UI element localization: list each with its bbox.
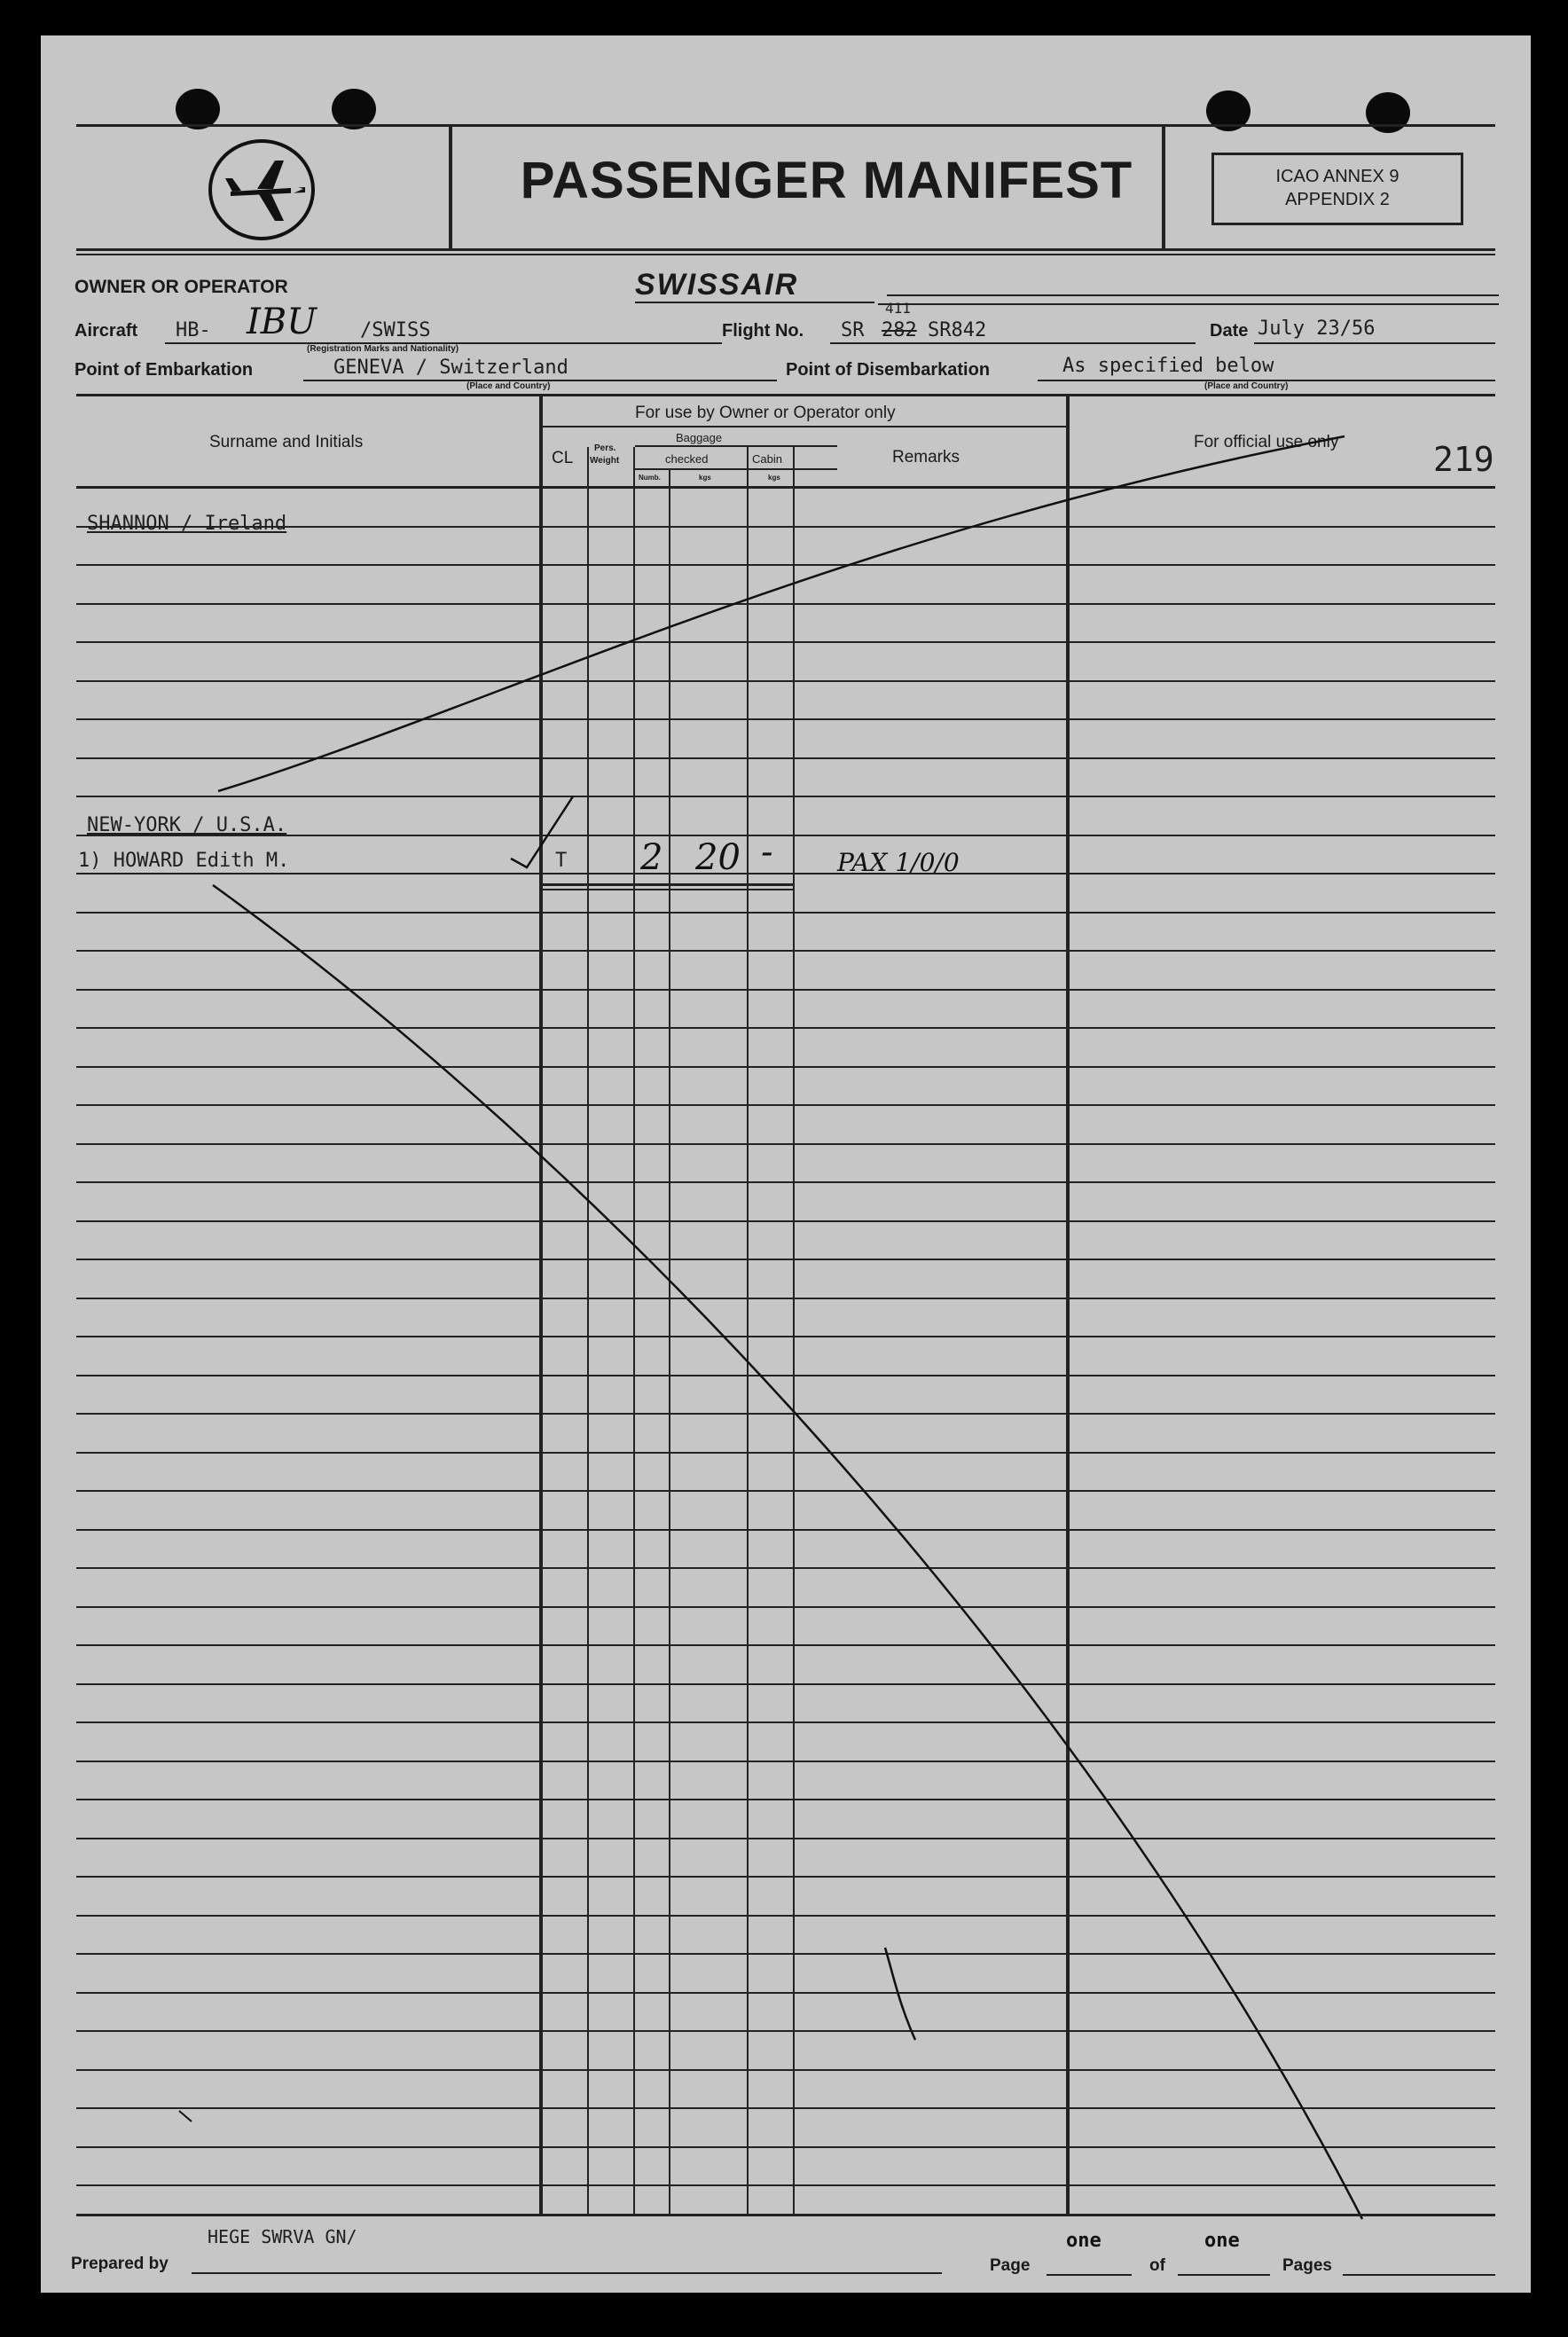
passenger-remarks: PAX 1/0/0 [837, 848, 960, 877]
aircraft-reg-handwritten: IBU [247, 302, 317, 342]
col-numb-header: Numb. [639, 474, 661, 482]
passenger-name: 1) HOWARD Edith M. [78, 850, 290, 872]
prepared-by-label: Prepared by [71, 2255, 169, 2273]
page-value: one [1066, 2230, 1102, 2252]
col-cabin-header: Cabin [752, 452, 782, 466]
disembarkation-label: Point of Disembarkation [786, 360, 991, 380]
flight-value: SR842 [928, 319, 987, 341]
passenger-class: T [555, 850, 568, 872]
owner-label: OWNER OR OPERATOR [74, 277, 288, 297]
col-weight-header: Weight [590, 456, 620, 466]
embarkation-value: GENEVA / Switzerland [333, 357, 568, 379]
pages-label: Pages [1282, 2256, 1332, 2275]
page-label: Page [990, 2256, 1031, 2275]
footer-top-rule [76, 2214, 1495, 2216]
col-pers-header: Pers. [594, 443, 616, 453]
flight-value-prefix: SR [841, 319, 865, 341]
of-value: one [1204, 2230, 1240, 2252]
section-new-york: NEW-YORK / U.S.A. [87, 814, 287, 836]
page-title: PASSENGER MANIFEST [520, 152, 1133, 209]
flight-label: Flight No. [722, 321, 804, 341]
col-surname-header: Surname and Initials [209, 433, 364, 451]
embarkation-sublabel: (Place and Country) [466, 381, 551, 391]
passenger-bag-kgs: 20 [695, 837, 741, 878]
prepared-by-value: HEGE SWRVA GN/ [208, 2226, 357, 2247]
manifest-sheet [41, 35, 1531, 2293]
icao-annex-text: ICAO ANNEX 9 [1275, 167, 1399, 186]
col-checked-header: checked [665, 452, 709, 466]
passenger-bag-count: 2 [640, 837, 663, 878]
pen-strikethrough-strokes [41, 35, 1531, 2293]
col-remarks-header: Remarks [892, 448, 960, 467]
owner-value: SWISSAIR [635, 268, 799, 302]
flight-value-struck: 282 [882, 319, 917, 341]
col-cabin-kgs-header: kgs [768, 474, 780, 482]
bag-dash-mark: - [761, 832, 773, 873]
prepared-by-rule [192, 2272, 942, 2274]
of-rule [1178, 2274, 1270, 2276]
page-rule [1047, 2274, 1132, 2276]
aircraft-label: Aircraft [74, 321, 138, 341]
disembarkation-value: As specified below [1062, 355, 1274, 377]
pages-rule [1343, 2274, 1495, 2276]
embarkation-label: Point of Embarkation [74, 360, 254, 380]
col-kgs-header: kgs [699, 474, 711, 482]
col-baggage-header: Baggage [676, 431, 723, 444]
stamp-number: 219 [1433, 440, 1494, 479]
col-cl-header: CL [552, 449, 574, 467]
disembarkation-sublabel: (Place and Country) [1204, 381, 1289, 391]
col-official-header: For official use only [1194, 433, 1339, 451]
section-shannon: SHANNON / Ireland [87, 513, 287, 535]
of-label: of [1149, 2256, 1165, 2275]
owner-use-heading: For use by Owner or Operator only [635, 404, 896, 422]
icao-appendix-text: APPENDIX 2 [1285, 190, 1390, 209]
aircraft-sublabel: (Registration Marks and Nationality) [307, 344, 459, 354]
aircraft-nationality: /SWISS [360, 319, 431, 341]
flight-value-above: 411 [885, 300, 911, 317]
date-label: Date [1210, 321, 1249, 341]
date-value: July 23/56 [1258, 318, 1376, 340]
aircraft-reg-prefix: HB- [176, 319, 211, 341]
